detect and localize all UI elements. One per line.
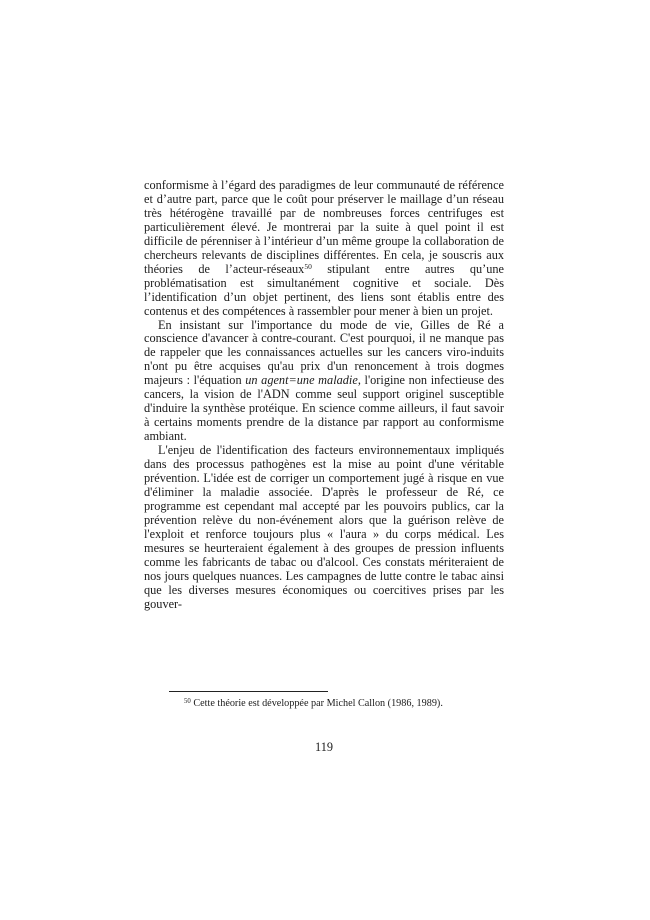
text-segment: En insistant sur l'importance du mode de vie, Gilles de Ré a conscience d'avancer à contre-courant. C'est pourquoi, il ne manque pas de rappeler que les connaissances actuelles sur les cancers viro-induits n'ont pu être acquises qu'au prix d'un renoncement à trois dogmes majeurs : l'équation [144,317,504,388]
footnote-separator-rule [169,691,328,692]
paragraph-2 [144,319,504,445]
footnote-text: Cette théorie est développée par Michel Callon (1986, 1989). [190,698,443,709]
text-segment: conformisme à l’égard des paradigmes de leur communauté de référence et d’autre part, parce que le coût pour préserver le maillage d’un réseau très hétérogène travaillé par de nombreuses forces centrifuges est particulièrement élevé. Je montrerai par la suite à quel point il est difficile de pérenniser à l’intérieur d’un même groupe la collaboration de chercheurs relevants de disciplines différentes. En cela, je souscris aux théories de l’acteur-réseaux [144,178,504,276]
paragraph-3 [144,444,504,611]
paragraph-1 [144,179,504,319]
page-number: 119 [315,740,333,754]
footnote [144,697,504,710]
text-segment: L'enjeu de l'identification des facteurs environnementaux impliqués dans des processus pathogènes est la mise au point d'une véritable prévention. L'idée est de corriger un comportement jugé à risque en vue d'éliminer la maladie associée. D'après le professeur de Ré, ce programme est cependant mal accepté par les pouvoirs publics, car la prévention relève du non-événement alors que la guérison relève de l'exploit et renforce toujours plus « l'aura » du corps médical. Les mesures se heurteraient également à des groupes de pression influents comme les fabricants de tabac ou d'alcool. Ces constats mériteraient de nos jours quelques nuances. Les campagnes de lutte contre le tabac ainsi que les diverses mesures économiques ou coercitives prises par les gouver- [144,443,504,611]
text-block [144,179,504,612]
text-segment: , l'origine non infectieuse des cancers, la vision de l'ADN comme seul support originel susceptible d'induire la synthèse protéique. En science comme ailleurs, il faut savoir à certains moments prendre de la distance par rapport au conformisme ambiant. [144,373,504,444]
italic-phrase: un agent=une maladie [245,373,358,388]
text-segment: stipulant entre autres qu’une problématisation est simultanément cognitive et sociale. Dès l’identification d’un objet pertinent, des liens sont établis entre des contenus et des compétences à rassembler pour mener à bien un projet. [144,261,504,318]
footnote-reference: 50 [304,262,312,272]
footnote-marker: 50 [184,697,191,705]
